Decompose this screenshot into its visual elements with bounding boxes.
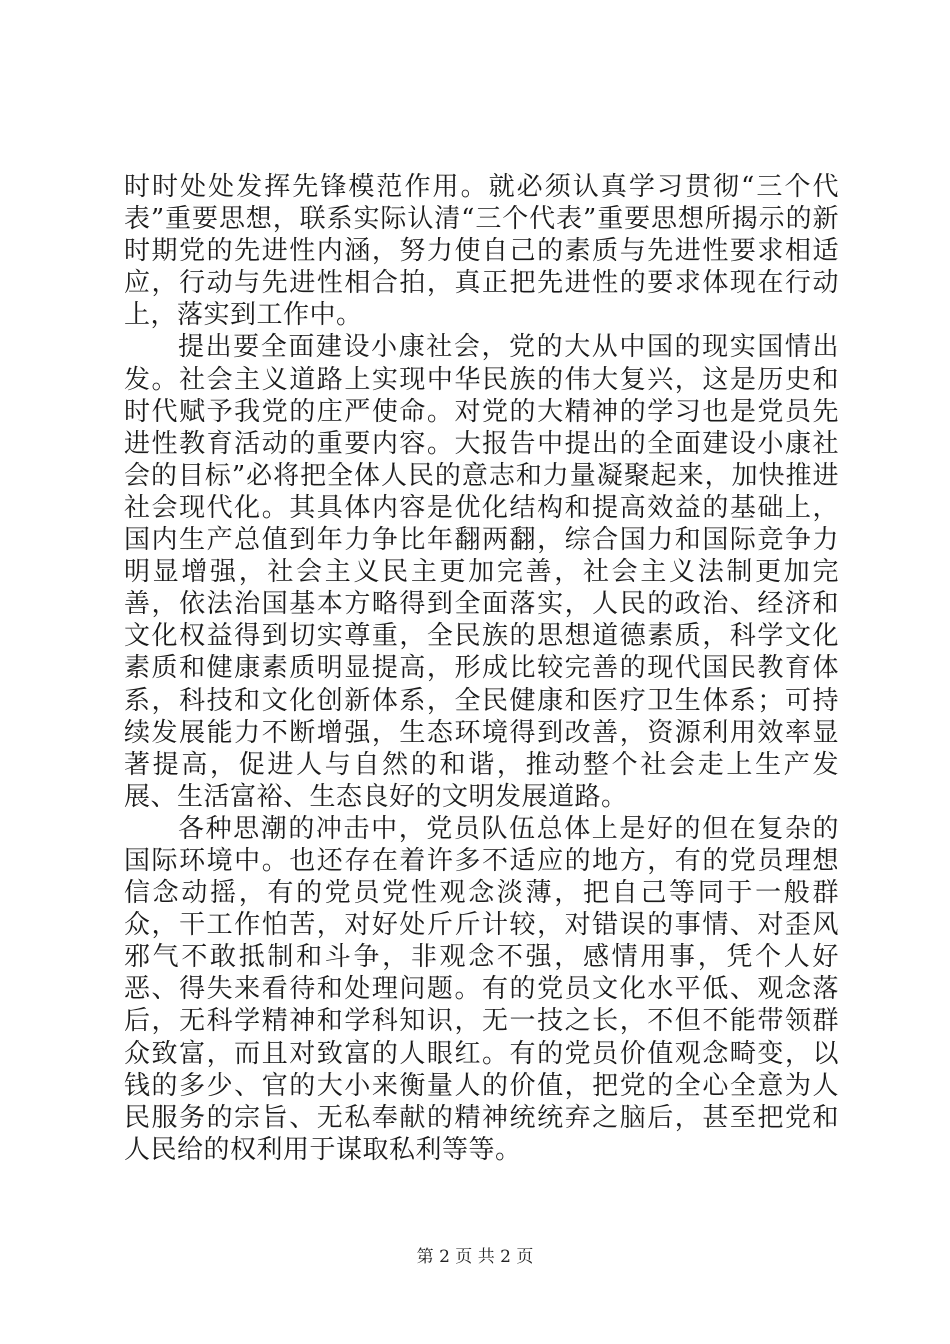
page-footer: 第 2 页 共 2 页: [416, 1247, 534, 1267]
paragraph-3: 各种思潮的冲击中，党员队伍总体上是好的但在复杂的国际环境中。也还存在着许多不适应的地方，有的党员理想信念动摇，有的党员党性观念淡薄，把自己等同于一般群众，干工作怕苦，对好处斤斤计较，对错误的事情、对歪风邪气不敢抵制和斗争，非观念不强，感情用事，凭个人好恶、得失来看待和处理问题。有的党员文化水平低、观念落后，无科学精神和学科知识，无一技之长，不但不能带领群众致富，而且对致富的人眼红。有的党员价值观念畸变，以钱的多少、官的大小来衡量人的价值，把党的全心全意为人民服务的宗旨、无私奉献的精神统统弃之脑后，甚至把党和人民给的权利用于谋取私利等等。: [124, 813, 839, 1165]
paragraph-2: 提出要全面建设小康社会，党的大从中国的现实国情出发。社会主义道路上实现中华民族的伟大复兴，这是历史和时代赋予我党的庄严使命。对党的大精神的学习也是党员先进性教育活动的重要内容。大报告中提出的全面建设小康社会的目标”必将把全体人民的意志和力量凝聚起来，加快推进社会现代化。其具体内容是优化结构和提高效益的基础上，国内生产总值到年力争比年翻两翻，综合国力和国际竞争力明显增强，社会主义民主更加完善，社会主义法制更加完善，依法治国基本方略得到全面落实，人民的政治、经济和文化权益得到切实尊重，全民族的思想道德素质，科学文化素质和健康素质明显提高，形成比较完善的现代国民教育体系，科技和文化创新体系，全民健康和医疗卫生体系；可持续发展能力不断增强，生态环境得到改善，资源利用效率显著提高，促进人与自然的和谐，推动整个社会走上生产发展、生活富裕、生态良好的文明发展道路。: [124, 332, 839, 812]
document-body: [124, 171, 839, 1166]
paragraph-1: 时时处处发挥先锋模范作用。就必须认真学习贯彻“三个代表”重要思想，联系实际认清“三个代表”重要思想所揭示的新时期党的先进性内涵，努力使自己的素质与先进性要求相适应，行动与先进性相合拍，真正把先进性的要求体现在行动上，落实到工作中。: [124, 172, 839, 331]
